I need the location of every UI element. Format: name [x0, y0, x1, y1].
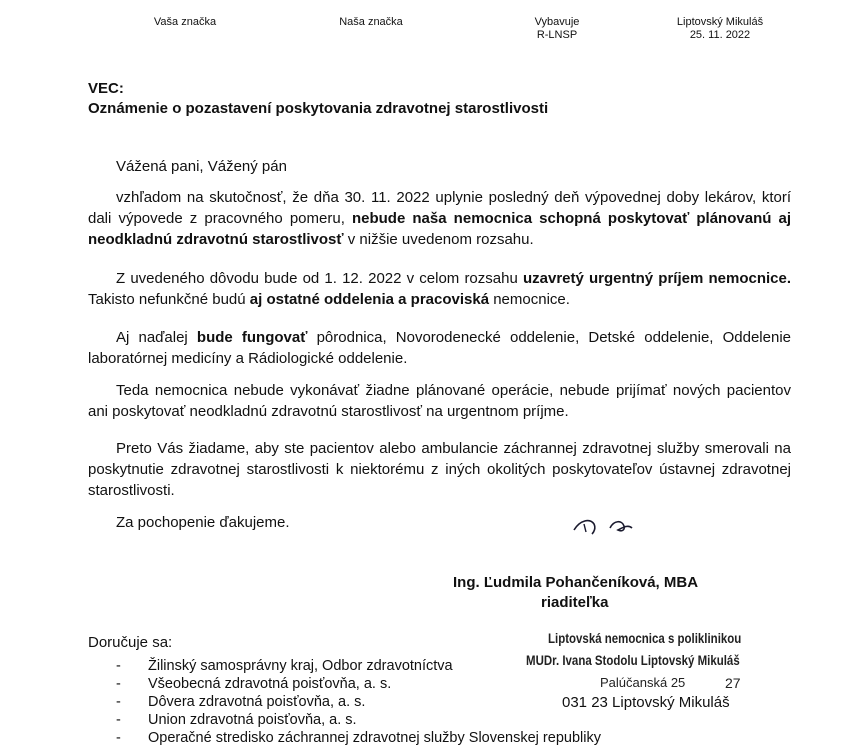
distribution-label: Doručuje sa:: [88, 634, 173, 651]
signatory-name: Ing. Ľudmila Pohančeníková, MBA: [453, 574, 699, 591]
list-dash: -: [116, 712, 121, 728]
paragraph-2-end: nemocnice.: [489, 291, 570, 308]
handled-by-value: R-LNSP: [536, 29, 578, 41]
list-item-text: Union zdravotná poisťovňa, a. s.: [148, 712, 357, 728]
distribution-list: [116, 657, 601, 747]
paragraph-4: Teda nemocnica nebude vykonávať žiadne plánované operácie, nebude prijímať nových pacientov ani poskytovať neodkladnú zdravotnú starostlivosť na urgentnom príjme.: [88, 382, 791, 420]
paragraph-5: Preto Vás žiadame, aby ste pacientov alebo ambulancie záchrannej zdravotnej služby smerovali na poskytnutie zdravotnej starostlivosti k niektorému z iných okolitých poskytovateľov ústavnej zdravotnej starostlivosti.: [88, 440, 791, 499]
list-item: [116, 693, 601, 711]
list-item-text: Dôvera zdravotná poisťovňa, a. s.: [148, 694, 366, 710]
date: 25. 11. 2022: [689, 29, 751, 41]
paragraph-1: [88, 187, 791, 250]
place: Liptovský Mikuláš: [676, 16, 764, 28]
paragraph-2-emphasis-2: aj ostatné oddelenia a pracoviská: [249, 291, 490, 308]
greeting: Vážená pani, Vážený pán: [116, 158, 287, 175]
closing: Za pochopenie ďakujeme.: [116, 514, 290, 531]
list-item-text: Žilinský samosprávny kraj, Odbor zdravotníctva: [148, 658, 453, 674]
paragraph-2-emphasis-1: uzavretý urgentný príjem nemocnice.: [522, 270, 792, 287]
stamp-institution-name: MUDr. Ivana Stodolu Liptovský Mikuláš: [526, 652, 740, 668]
handled-by: [512, 16, 602, 42]
paragraph-1-text: vzhľadom na skutočnosť, že dňa 30. 11. 2022 uplynie posledný deň výpovednej doby lekárov, ktorí dali výpovede z pracovného pomeru,: [88, 189, 791, 227]
list-item: [116, 729, 601, 747]
paragraph-1-end: v nižšie uvedenom rozsahu.: [343, 231, 534, 248]
subject-label: VEC:: [88, 80, 124, 97]
stamp-number: 27: [725, 675, 741, 691]
paragraph-3: [88, 327, 791, 369]
stamp-street: Palúčanská 25: [600, 675, 686, 690]
stamp-city: 031 23 Liptovský Mikuláš: [562, 694, 730, 711]
list-dash: -: [116, 730, 121, 746]
handled-by-label: Vybavuje: [534, 16, 580, 28]
place-date: [660, 16, 780, 42]
paragraph-3-emphasis: bude fungovať: [196, 329, 308, 346]
list-item: [116, 711, 601, 729]
list-item: [116, 675, 601, 693]
your-reference-label: Vaša značka: [153, 16, 217, 28]
our-reference-label: Naša značka: [339, 16, 403, 28]
paragraph-2: [88, 268, 791, 310]
list-item-text: Všeobecná zdravotná poisťovňa, a. s.: [148, 676, 392, 692]
paragraph-3-end: pôrodnica, Novorodenecké oddelenie, Detské oddelenie, Oddelenie laboratórnej medicíny a Rádiologické oddelenie.: [88, 329, 791, 367]
paragraph-2-middle: Takisto nefunkčné budú: [88, 291, 250, 308]
subject-title: Oznámenie o pozastavení poskytovania zdravotnej starostlivosti: [88, 100, 549, 117]
stamp-institution: Liptovská nemocnica s poliklinikou: [548, 630, 742, 646]
paragraph-3-text: Aj naďalej: [116, 329, 197, 346]
paragraph-2-text: Z uvedeného dôvodu bude od 1. 12. 2022 v celom rozsahu: [116, 270, 523, 287]
list-item-text: Operačné stredisko záchrannej zdravotnej služby Slovenskej republiky: [148, 730, 601, 746]
paragraph-1-emphasis: nebude naša nemocnica schopná poskytovať plánovanú aj neodkladnú zdravotnú starostlivosť: [88, 210, 791, 248]
signatory-role: riaditeľka: [541, 594, 609, 611]
list-dash: -: [116, 694, 121, 710]
list-dash: -: [116, 676, 121, 692]
list-dash: -: [116, 658, 121, 674]
